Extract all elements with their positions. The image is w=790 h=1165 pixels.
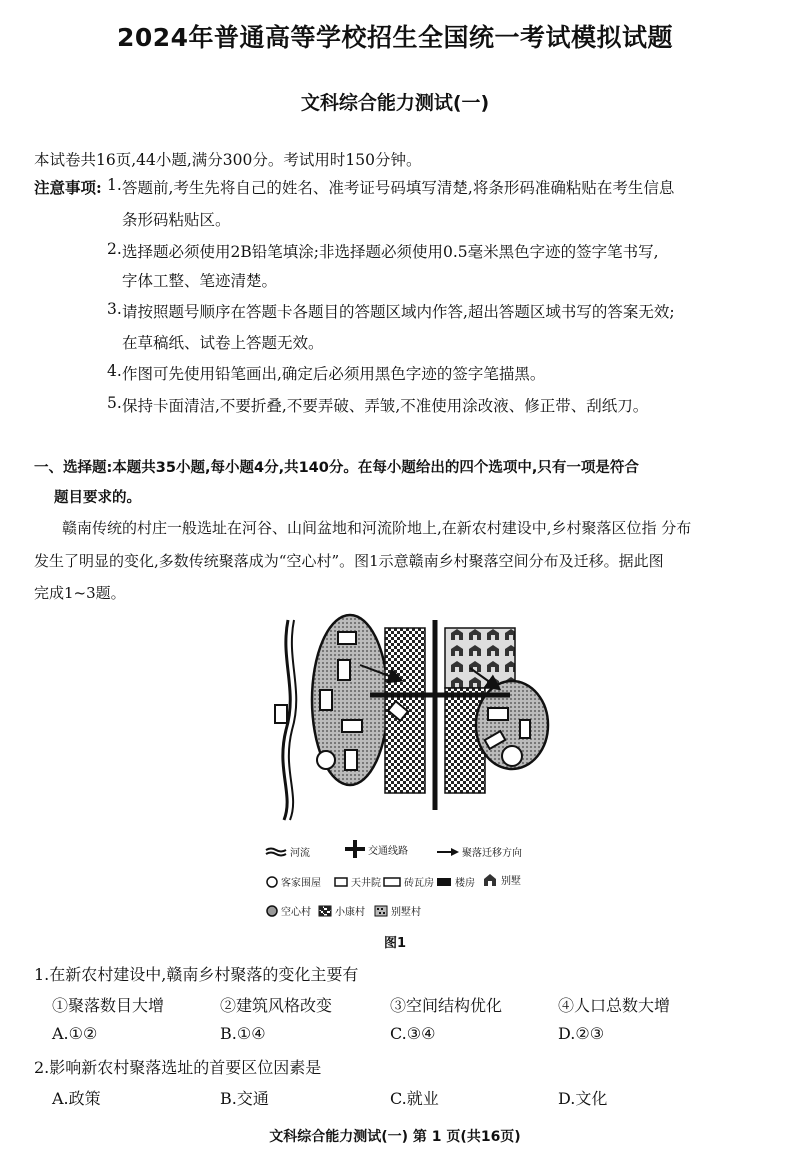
note-3-line-2: 在草稿纸、试卷上答题无效。 <box>122 334 324 352</box>
legend-road <box>345 840 408 858</box>
note-4-line-1: 作图可先使用铅笔画出,确定后必须用黑色字迹的签字笔描黑。 <box>122 365 546 383</box>
legend-river-label: 河流 <box>290 848 310 859</box>
legend-hollow-label: 空心村 <box>281 907 311 918</box>
note-3-num: 3. <box>107 300 122 318</box>
villa-village-area <box>445 628 515 688</box>
question-2-option-a[interactable]: A.政策 <box>52 1089 101 1108</box>
settlement-map <box>250 610 570 825</box>
question-1-statement-1: ①聚落数目大增 <box>52 996 165 1015</box>
note-1-num: 1. <box>107 176 122 194</box>
legend-hakka <box>266 874 321 889</box>
exam-title: 2024年普通高等学校招生全国统一考试模拟试题 <box>116 23 674 52</box>
legend-building-label: 楼房 <box>455 878 475 889</box>
rectangle-icon <box>383 877 401 887</box>
note-5-num: 5. <box>107 394 122 412</box>
notes-label: 注意事项: <box>34 178 102 197</box>
note-1-line-1: 答题前,考生先将自己的姓名、准考证号码填写清楚,将条形码准确粘贴在考生信息 <box>122 179 675 197</box>
checker-icon <box>318 905 332 917</box>
legend-road-label: 交通线路 <box>368 845 408 857</box>
question-1-option-b[interactable]: B.①④ <box>220 1024 266 1043</box>
note-3-line-1: 请按照题号顺序在答题卡各题目的答题区域内作答,超出答题区域书写的答案无效; <box>122 303 675 321</box>
river-bank <box>289 620 296 820</box>
page-footer: 文科综合能力测试(一) 第 1 页(共16页) <box>269 1129 521 1145</box>
legend-brick <box>383 874 434 889</box>
filled-rectangle-icon <box>436 877 452 887</box>
question-1-stem: 1.在新农村建设中,赣南乡村聚落的变化主要有 <box>34 965 359 984</box>
exam-subtitle: 文科综合能力测试(一) <box>300 92 490 114</box>
legend-xiaokang-label: 小康村 <box>335 907 365 918</box>
legend-tianjing-label: 天井院 <box>351 878 381 889</box>
note-5-line-1: 保持卡面清洁,不要折叠,不要弄破、弄皱,不准使用涂改液、修正带、刮纸刀。 <box>122 397 649 415</box>
question-1-option-d[interactable]: D.②③ <box>558 1024 605 1043</box>
question-1-option-a[interactable]: A.①② <box>52 1024 98 1043</box>
figure-caption: 图1 <box>383 936 407 951</box>
arrow-icon <box>437 847 459 857</box>
circle-icon <box>266 876 278 888</box>
legend-villa-village-label: 别墅村 <box>391 907 421 918</box>
passage-line-2: 发生了明显的变化,多数传统聚落成为“空心村”。图1示意赣南乡村聚落空间分布及迁移。据此图 <box>34 552 664 570</box>
legend-villa-village <box>374 903 421 918</box>
note-2-line-1: 选择题必须使用2B铅笔填涂;非选择题必须使用0.5毫米黑色字迹的签字笔书写, <box>122 243 659 261</box>
question-2-stem: 2.影响新农村聚落选址的首要区位因素是 <box>34 1058 322 1077</box>
legend-hollow <box>266 903 311 918</box>
question-2-option-d[interactable]: D.文化 <box>558 1089 608 1108</box>
road-icon <box>345 840 365 858</box>
question-1-statement-4: ④人口总数大增 <box>558 996 671 1015</box>
question-2-option-c[interactable]: C.就业 <box>390 1089 439 1108</box>
legend-river <box>265 844 310 859</box>
section-heading-line-2: 题目要求的。 <box>54 490 141 506</box>
note-4-num: 4. <box>107 362 122 380</box>
exam-summary: 本试卷共16页,44小题,满分300分。考试用时150分钟。 <box>34 151 422 169</box>
river-icon <box>265 847 287 857</box>
legend-building <box>436 874 475 889</box>
passage-line-1: 赣南传统的村庄一般选址在河谷、山间盆地和河流阶地上,在新农村建设中,乡村聚落区位指 分布 <box>62 519 692 537</box>
legend-hakka-label: 客家围屋 <box>281 878 321 889</box>
rectangle-icon <box>334 877 348 887</box>
note-1-line-2: 条形码粘贴区。 <box>122 211 231 229</box>
question-1-statement-3: ③空间结构优化 <box>390 996 503 1015</box>
legend-tianjing <box>334 874 381 889</box>
hatched-circle-icon <box>266 905 278 917</box>
question-1-statement-2: ②建筑风格改变 <box>220 996 333 1015</box>
note-2-num: 2. <box>107 240 122 258</box>
legend-villa-label: 别墅 <box>501 876 521 887</box>
passage-line-3: 完成1~3题。 <box>34 584 126 602</box>
note-2-line-2: 字体工整、笔迹清楚。 <box>122 272 278 290</box>
legend-xiaokang <box>318 903 365 918</box>
section-heading-line-1: 一、选择题:本题共35小题,每小题4分,共140分。在每小题给出的四个选项中,只有一项是符合 <box>34 460 639 476</box>
legend-villa <box>482 872 521 887</box>
legend-migration <box>437 844 522 859</box>
dotted-block-icon <box>374 905 388 917</box>
question-2-option-b[interactable]: B.交通 <box>220 1089 269 1108</box>
question-1-option-c[interactable]: C.③④ <box>390 1024 436 1043</box>
house-icon <box>482 873 498 887</box>
legend-migration-label: 聚落迁移方向 <box>462 848 522 859</box>
legend-brick-label: 砖瓦房 <box>404 878 434 889</box>
